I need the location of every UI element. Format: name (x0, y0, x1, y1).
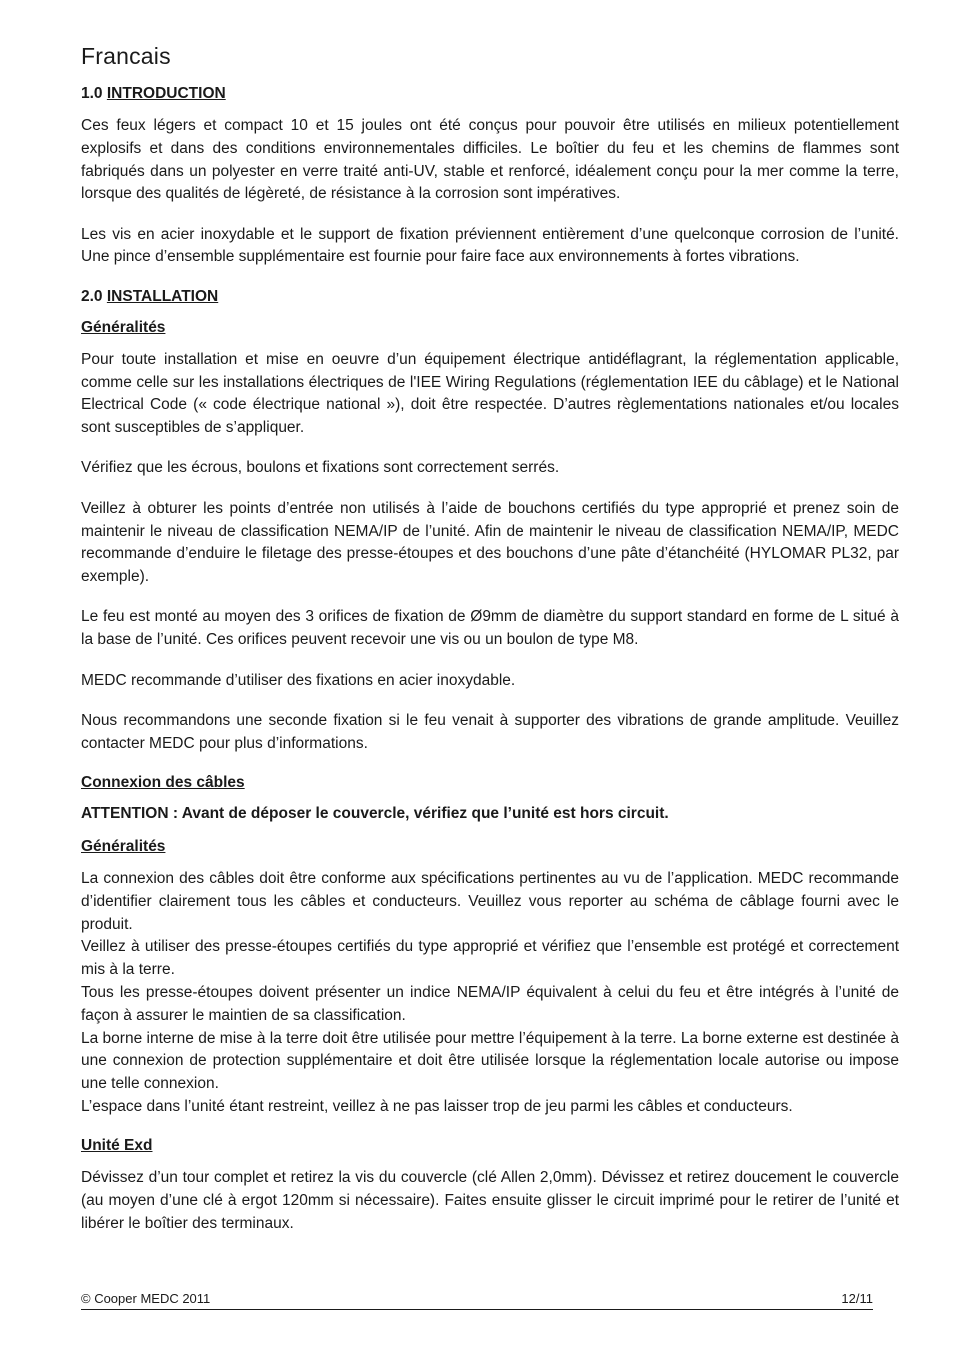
cables-paragraph: La borne interne de mise à la terre doit être utilisée pour mettre l’équipement à la terre. La borne externe est destinée à une connexion de protection supplémentaire et doit être utilisée lorsque la réglementation locale autorise ou impose une telle connexion. (81, 1029, 899, 1093)
cables-paragraph: Veillez à utiliser des presse-étoupes certifiés du type approprié et vérifiez que l’ensemble est protégé et correctement mis à la terre. (81, 938, 899, 979)
footer-page-number: 12/11 (841, 1291, 873, 1306)
cables-paragraph: Tous les presse-étoupes doivent présenter un indice NEMA/IP équivalent à celui du feu et être intégrés à l’unité de façon à assurer le maintien de sa classification. (81, 983, 899, 1024)
section-title: INSTALLATION (106, 287, 219, 305)
warning-text: ATTENTION : Avant de déposer le couvercle, vérifiez que l’unité est hors circuit. (81, 804, 669, 822)
intro-paragraph: Ces feux légers et compact 10 et 15 joules ont été conçus pour pouvoir être utilisés en milieux potentiellement explosifs et dans des conditions environnementales difficiles. Le boîtier du feu et les chemins de flammes sont fabriqués dans un polyester en verre traité anti-UV, stable et renforcé, idéalement conçu pour la mer comme la terre, lorsque des qualités de légèreté, de résistance à la corrosion sont impératives. (81, 117, 899, 203)
subheading-cables: Connexion des câbles (81, 773, 245, 791)
cables-paragraph: La connexion des câbles doit être conforme aux spécifications pertinentes au vu de l’application. MEDC recommande d’identifier clairement tous les câbles et conducteurs. Veuillez vous reporter au schéma de câblage fourni avec le produit. (81, 869, 899, 933)
section-title: INTRODUCTION (106, 85, 226, 102)
installation-paragraph: Nous recommandons une seconde fixation si le feu venait à supporter des vibrations de grande amplitude. Veuillez contacter MEDC pour plus d’informations. (81, 711, 899, 752)
footer-copyright: © Cooper MEDC 2011 (81, 1291, 211, 1306)
exd-paragraph: Dévissez d’un tour complet et retirez la vis du couvercle (clé Allen 2,0mm). Dévissez et retirez doucement le couvercle (au moyen d’une clé à ergot 120mm si nécessaire). Faites ensuite glisser le circuit imprimé pour le retirer de l’unité et libérer le boîtier des terminaux. (81, 1169, 899, 1232)
installation-paragraph: MEDC recommande d’utiliser des fixations en acier inoxydable. (81, 671, 516, 689)
cables-paragraph: L’espace dans l’unité étant restreint, veillez à ne pas laisser trop de jeu parmi les câbles et conducteurs. (81, 1097, 793, 1115)
installation-paragraph: Pour toute installation et mise en oeuvre d’un équipement électrique antidéflagrant, la réglementation applicable, comme celle sur les installations électriques de l'IEE Wiring Regulations (réglementation IEE du câblage) et le National Electrical Code (« code électrique national »), doit être respectée. D’autres règlementations nationales et/ou locales sont susceptibles de s’appliquer. (81, 350, 899, 437)
document-page (81, 40, 899, 1253)
section-installation-heading (81, 287, 899, 307)
installation-paragraph: Veillez à obturer les points d’entrée non utilisés à l’aide de bouchons certifiés du type approprié et prenez soin de maintenir le niveau de classification NEMA/IP de l’unité. Afin de maintenir le niveau de classification NEMA/IP, MEDC recommande d’enduire le filetage des presse-étoupes et des bouchons d’une pâte d’étanchéité (HYLOMAR PL32, par exemple). (81, 499, 899, 586)
page-footer (81, 1290, 873, 1310)
subheading-generalites: Généralités (81, 318, 166, 336)
installation-paragraph: Vérifiez que les écrous, boulons et fixations sont correctement serrés. (81, 459, 560, 477)
section-intro-heading (81, 84, 899, 104)
installation-paragraph: Le feu est monté au moyen des 3 orifices de fixation de Ø9mm de diamètre du support standard en forme de L situé à la base de l’unité. Ces orifices peuvent recevoir une vis ou un boulon de type M8. (81, 608, 899, 649)
section-number: 1.0 (81, 85, 103, 102)
page-title: Francais (81, 43, 171, 69)
subheading-exd: Unité Exd (81, 1137, 153, 1155)
section-number: 2.0 (81, 287, 103, 305)
subheading-generalites: Généralités (81, 837, 166, 855)
intro-paragraph: Les vis en acier inoxydable et le support de fixation préviennent entièrement d’une quelconque corrosion de l’unité. Une pince d’ensemble supplémentaire est fournie pour faire face aux environnements à fortes vibrations. (81, 225, 899, 266)
